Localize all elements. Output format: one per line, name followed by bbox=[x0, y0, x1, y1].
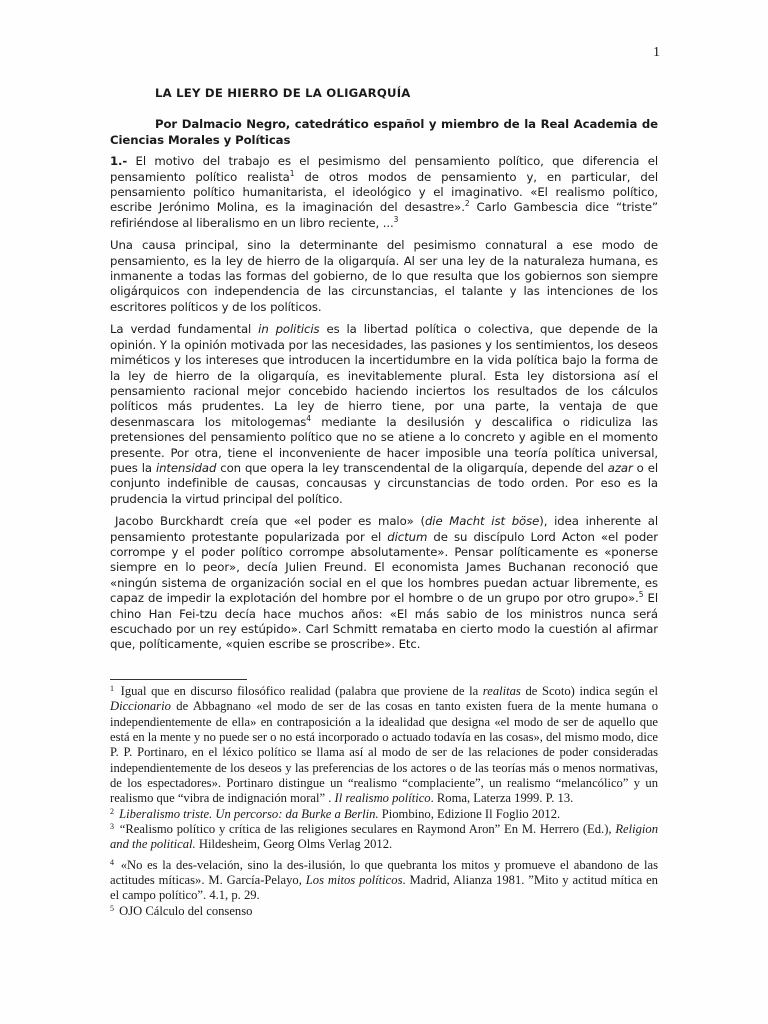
paragraph-1 bbox=[110, 154, 658, 231]
paragraph-text: El motivo del trabajo es el pesimismo del pensamiento político, que diferencia el pensamiento político realista bbox=[110, 154, 658, 184]
footnote-text: . Madrid, Alianza 1981. ”Mito y actitud mítica en el campo político”. 4.1, p. 29. bbox=[110, 873, 658, 903]
italic-term: dictum bbox=[387, 529, 428, 544]
footnote-number: 5 bbox=[110, 903, 114, 913]
paragraph-text: El chino Han Fei-tzu decía hace muchos años: «El más sabio de los ministros nunca será escuchado por un rey estúpido». Carl Schmitt remataba en cierto modo la cuestión al afirmar que, políticamente, «quien escribe se proscribe». Etc. bbox=[110, 591, 658, 652]
paragraph-text: o el conjunto indefinible de causas, concausas y circunstancias de todo orden. Por eso es la prudencia la virtud principal del político. bbox=[110, 460, 658, 506]
italic-term: realitas bbox=[482, 684, 521, 698]
footnote-number: 4 bbox=[110, 857, 114, 867]
paragraph-text: ), idea inherente al pensamiento protestante popularizada por el bbox=[110, 514, 659, 544]
paragraph-text: Jacobo Burckhardt creía que «el poder es malo» ( bbox=[115, 514, 425, 529]
section-number: 1.- bbox=[110, 154, 128, 169]
italic-term: Religion and the political. bbox=[110, 822, 658, 852]
footnote-text: OJO Cálculo del consenso bbox=[116, 903, 253, 918]
paragraph-2: Una causa principal, sino la determinante del pesimismo connatural a ese modo de pensamiento, es la ley de hierro de la oligarquía. Al ser una ley de la naturaleza humana, es inmanente a todas las formas del gobierno, de lo que resulta que los gobiernos son siempre oligárquicos con independencia de las circunstancias, el talante y las intenciones de los escritores políticos y de los políticos. bbox=[110, 238, 658, 314]
footnote-text: Piombino, Edizione Il Foglio 2012. bbox=[378, 806, 561, 821]
footnote-2 bbox=[110, 807, 658, 822]
italic-term: azar bbox=[607, 460, 633, 475]
footnote-3 bbox=[110, 822, 658, 853]
footnote-5 bbox=[110, 904, 658, 919]
paragraph-text: de su discípulo Lord Acton «el poder corrompe y el poder político corrompe absolutamente». Pensar políticamente es «ponerse siempre en lo peor», decía Julien Freund. El economista James Buchanan reconoció que «ningún sistema de organización social en el que los hombres puedan actuar libremente, es capaz de impedir la explotación del hombre por el hombre o de un grupo por otro grupo». bbox=[110, 529, 658, 606]
italic-term: Los mitos políticos bbox=[305, 873, 403, 888]
article-body bbox=[110, 82, 658, 660]
article-byline: Por Dalmacio Negro, catedrático español y miembro de la Real Academia de Ciencias Morales y Políticas bbox=[110, 117, 658, 147]
footnote-text: «No es la des-velación, sino la des-ilusión, lo que quebranta los mitos y promueve el abandono de las actitudes míticas». M. García-Pelayo, bbox=[110, 857, 658, 888]
paragraph-text: de otros modos de pensamiento y, en particular, del pensamiento político humanitarista, el ideológico y el imaginativo. «El realismo político, escribe Jerónimo Molina, es la imaginación del desastre». bbox=[110, 169, 658, 215]
footnote-text: “Realismo político y crítica de las religiones seculares en Raymond Aron” En M. Herrero (Ed.), bbox=[116, 822, 616, 837]
footnote-text: . Roma, Laterza 1999. P. 13. bbox=[430, 791, 574, 806]
footnote-4 bbox=[110, 858, 658, 904]
footnote-text: Hildesheim, Georg Olms Verlag 2012. bbox=[195, 837, 393, 852]
footnote-ref[interactable]: 4 bbox=[306, 413, 311, 423]
footnote-number: 3 bbox=[110, 822, 114, 832]
footnote-text: Igual que en discurso filosófico realidad (palabra que proviene de la bbox=[116, 684, 483, 698]
paragraph-text: con que opera la ley transcendental de la oligarquía, depende del bbox=[216, 460, 608, 475]
footnote-ref[interactable]: 3 bbox=[393, 214, 399, 224]
italic-term: Liberalismo triste. Un percorso: da Burke a Berlin. bbox=[119, 806, 379, 821]
footnote-ref[interactable]: 1 bbox=[289, 168, 295, 178]
footnote-separator bbox=[110, 679, 247, 680]
paragraph-text: Carlo Gambescia dice “triste” refiriéndose al liberalismo en un libro reciente, ... bbox=[110, 200, 659, 230]
paragraph-4 bbox=[110, 514, 658, 653]
italic-term: in politicis bbox=[258, 322, 320, 337]
paragraph-text: mediante la desilusión y descalifica o ridiculiza las pretensiones del pensamiento político que no se atiene a lo concreto y agible en el momento presente. Por otra, tiene el inconveniente de hacer imposible una teoría política universal, pues la bbox=[110, 414, 658, 475]
footnotes bbox=[110, 684, 658, 919]
paragraph-text: La verdad fundamental bbox=[110, 322, 259, 337]
footnote-number: 2 bbox=[110, 806, 114, 816]
article-title: LA LEY DE HIERRO DE LA OLIGARQUÍA bbox=[155, 86, 411, 100]
footnote-text: de Scoto) indica según el bbox=[520, 684, 658, 698]
footnote-ref[interactable]: 5 bbox=[638, 590, 644, 600]
paragraph-text: es la libertad política o colectiva, que depende de la opinión. Y la opinión motivada por las necesidades, las pasiones y los sentimientos, los deseos miméticos y los intereses que introducen la incertidumbre en la vida política bajo la forma de la ley de hierro de la oligarquía, es inevitablemente plural. Esta ley distorsiona así el pensamiento racional mejor concebido haciendo inciertos los resultados de los cálculos políticos más prudentes. La ley de hierro tiene, por una parte, la ventaja de que desenmascara los mitologemas bbox=[110, 322, 658, 429]
italic-term: Il realismo político bbox=[334, 791, 431, 806]
footnote-1 bbox=[110, 684, 658, 807]
footnote-text: de Abbagnano «el modo de ser de las cosas en tanto existen fuera de la mente humana o independientemente de ella» en contraposición a la idealidad que designa «el modo de ser de aquello que está en la mente y no puede ser o no está incorporado o actuado todavía en las cosas», del mismo modo, dice P. P. Portinaro, en el léxico político se llama así al modo de ser de las relaciones de poder consideradas independientemente de los deseos y las preferencias de los actores o de las teorías más o menos normativas, de los espectadores». Portinaro distingue un “realismo “complaciente”, un realismo “melancólico” y un realismo que “vibra de indignación moral” . bbox=[110, 699, 659, 806]
italic-term: Diccionario bbox=[110, 699, 171, 714]
italic-term: die Macht ist böse bbox=[424, 514, 540, 529]
page-number: 1 bbox=[653, 45, 660, 60]
footnote-number: 1 bbox=[110, 684, 114, 693]
paragraph-3 bbox=[110, 322, 658, 507]
italic-term: intensidad bbox=[155, 460, 217, 475]
footnote-ref[interactable]: 2 bbox=[464, 199, 470, 209]
